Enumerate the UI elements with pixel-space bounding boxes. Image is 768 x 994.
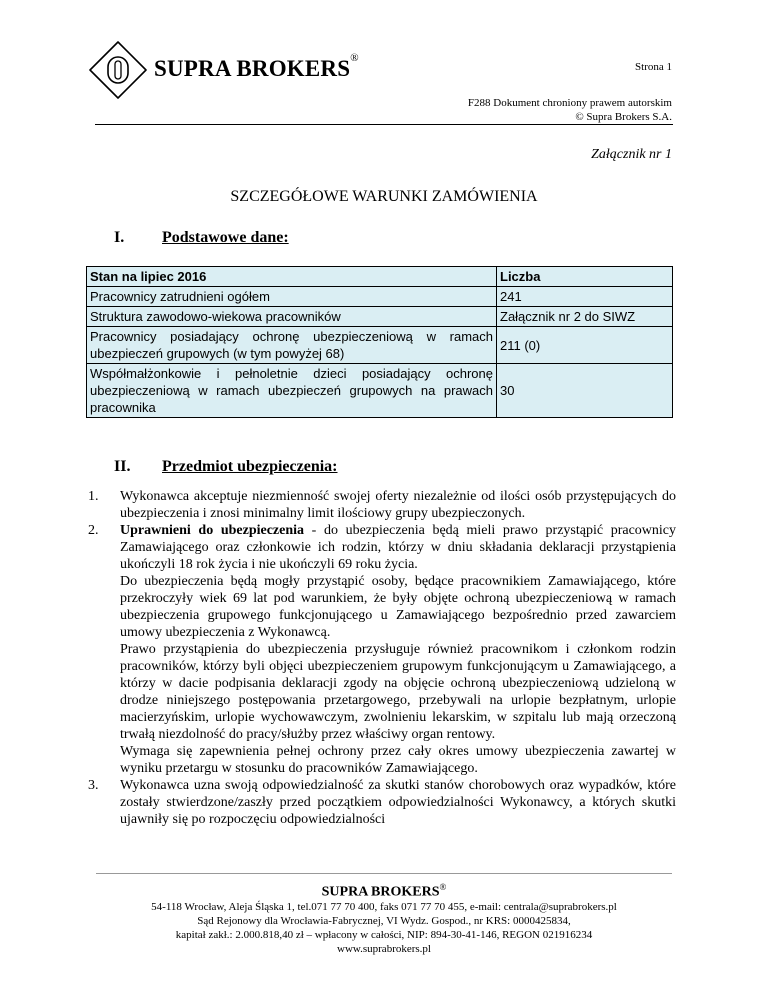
header-divider bbox=[95, 124, 673, 125]
footer-capital: kapitał zakł.: 2.000.818,40 zł – wpłacony w całości, NIP: 894-30-41-146, REGON 021916234 bbox=[175, 929, 593, 941]
list-item-body bbox=[120, 777, 676, 828]
table-cell: Pracownicy posiadający ochronę ubezpieczeniową w ramach ubezpieczeń grupowych (w tym powyżej 68) bbox=[87, 327, 497, 364]
table-header-cell: Stan na lipiec 2016 bbox=[87, 267, 497, 287]
company-logo-icon bbox=[88, 40, 148, 100]
doc-code-line: F288 Dokument chroniony prawem autorskim bbox=[467, 97, 672, 109]
table-cell: Pracownicy zatrudnieni ogółem bbox=[87, 287, 497, 307]
list-item bbox=[88, 522, 676, 777]
table-row bbox=[87, 307, 673, 327]
numbered-list bbox=[88, 488, 676, 828]
list-item-number: 2. bbox=[88, 523, 99, 538]
document-info bbox=[468, 96, 672, 124]
table-cell: 211 (0) bbox=[497, 327, 673, 364]
page-title: SZCZEGÓŁOWE WARUNKI ZAMÓWIENIA bbox=[230, 188, 538, 205]
page-number: Strona 1 bbox=[635, 61, 672, 73]
basic-data-table bbox=[86, 266, 673, 418]
paragraph: Wykonawca uzna swoją odpowiedzialność za skutki stanów chorobowych oraz wypadków, które zostały stwierdzone/zaszły przed początkiem odpowiedzialności Wykonawcy, a których skutki ujawniły się po rozpoczęciu odpowiedzialności bbox=[120, 778, 676, 827]
footer-company-name: SUPRA BROKERS® bbox=[321, 882, 447, 900]
company-name: SUPRA BROKERS® bbox=[154, 52, 359, 81]
footer-divider bbox=[96, 873, 672, 874]
paragraph: Wymaga się zapewnienia pełnej ochrony przez cały okres umowy ubezpieczenia zawartej w wyniku przetargu w stosunku do pracowników Zamawiającego. bbox=[120, 744, 676, 776]
list-item bbox=[88, 488, 676, 522]
section-2-number: II. bbox=[114, 458, 131, 475]
table-cell: Struktura zawodowo-wiekowa pracowników bbox=[87, 307, 497, 327]
section-1-title: Podstawowe dane: bbox=[162, 229, 289, 246]
list-item-body bbox=[120, 522, 676, 777]
footer-website: www.suprabrokers.pl bbox=[337, 943, 431, 955]
table-header-row bbox=[87, 267, 673, 287]
table-row bbox=[87, 364, 673, 418]
paragraph: Do ubezpieczenia będą mogły przystąpić osoby, będące pracownikiem Zamawiającego, które przekroczyły wiek 69 lat pod warunkiem, że były objęte ochroną ubezpieczeniową w ramach ubezpieczenia grupowego funkcjonującego u Zamawiającego bezpośrednio przed zawarciem umowy ubezpieczenia z Wykonawcą. bbox=[120, 574, 676, 640]
list-item-body bbox=[120, 488, 676, 522]
paragraph: Prawo przystąpienia do ubezpieczenia przysługuje również pracownikom i członkom rodzin pracowników, którzy byli objęci ubezpieczeniem grupowym funkcjonującym u Zamawiającego, a którzy w dacie podpisania deklaracji zgody na objęcie ochroną ubezpieczeniową udzieloną w drodze niniejszego postępowania przetargowego, przebywali na urlopie bezpłatnym, urlopie macierzyńskim, urlopie wychowawczym, zwolnieniu lekarskim, w szpitalu lub mają orzeczoną trwałą niezdolność do pracy/służby przez właściwy organ rentowy. bbox=[120, 642, 676, 742]
table-cell: 30 bbox=[497, 364, 673, 418]
paragraph: Wykonawca akceptuje niezmienność swojej oferty niezależnie od ilości osób przystępujących do ubezpieczenia i znosi minimalny limit ilościowy grupy ubezpieczonych. bbox=[120, 489, 676, 521]
copyright-line: © Supra Brokers S.A. bbox=[575, 111, 672, 123]
list-item bbox=[88, 777, 676, 828]
table-row bbox=[87, 327, 673, 364]
bold-term: Uprawnieni do ubezpieczenia bbox=[120, 523, 305, 538]
table-header-cell: Liczba bbox=[497, 267, 673, 287]
footer-court: Sąd Rejonowy dla Wrocławia-Fabrycznej, VI Wydz. Gospod., nr KRS: 0000425834, bbox=[197, 915, 571, 927]
table-cell: Załącznik nr 2 do SIWZ bbox=[497, 307, 673, 327]
section-1-number: I. bbox=[114, 229, 125, 246]
table-cell: Współmałżonkowie i pełnoletnie dzieci posiadający ochronę ubezpieczeniową w ramach ubezpieczeń grupowych na prawach pracownika bbox=[87, 364, 497, 418]
list-item-number: 3. bbox=[88, 778, 99, 793]
footer-contact bbox=[0, 900, 768, 956]
annex-label: Załącznik nr 1 bbox=[591, 147, 672, 162]
list-item-number: 1. bbox=[88, 489, 99, 504]
footer-address: 54-118 Wrocław, Aleja Śląska 1, tel.071 77 70 400, faks 071 77 70 455, e-mail: centrala@suprabrokers.pl bbox=[151, 901, 617, 913]
table-row bbox=[87, 287, 673, 307]
section-2-title: Przedmiot ubezpieczenia: bbox=[162, 458, 338, 475]
table-cell: 241 bbox=[497, 287, 673, 307]
paragraph: Uprawnieni do ubezpieczenia - do ubezpieczenia będą mieli prawo przystąpić pracownicy Zamawiającego oraz członkowie ich rodzin, którzy w dniu składania deklaracji przystąpienia ukończyli 18 rok życia i nie ukończyli 69 roku życia. bbox=[120, 523, 676, 572]
